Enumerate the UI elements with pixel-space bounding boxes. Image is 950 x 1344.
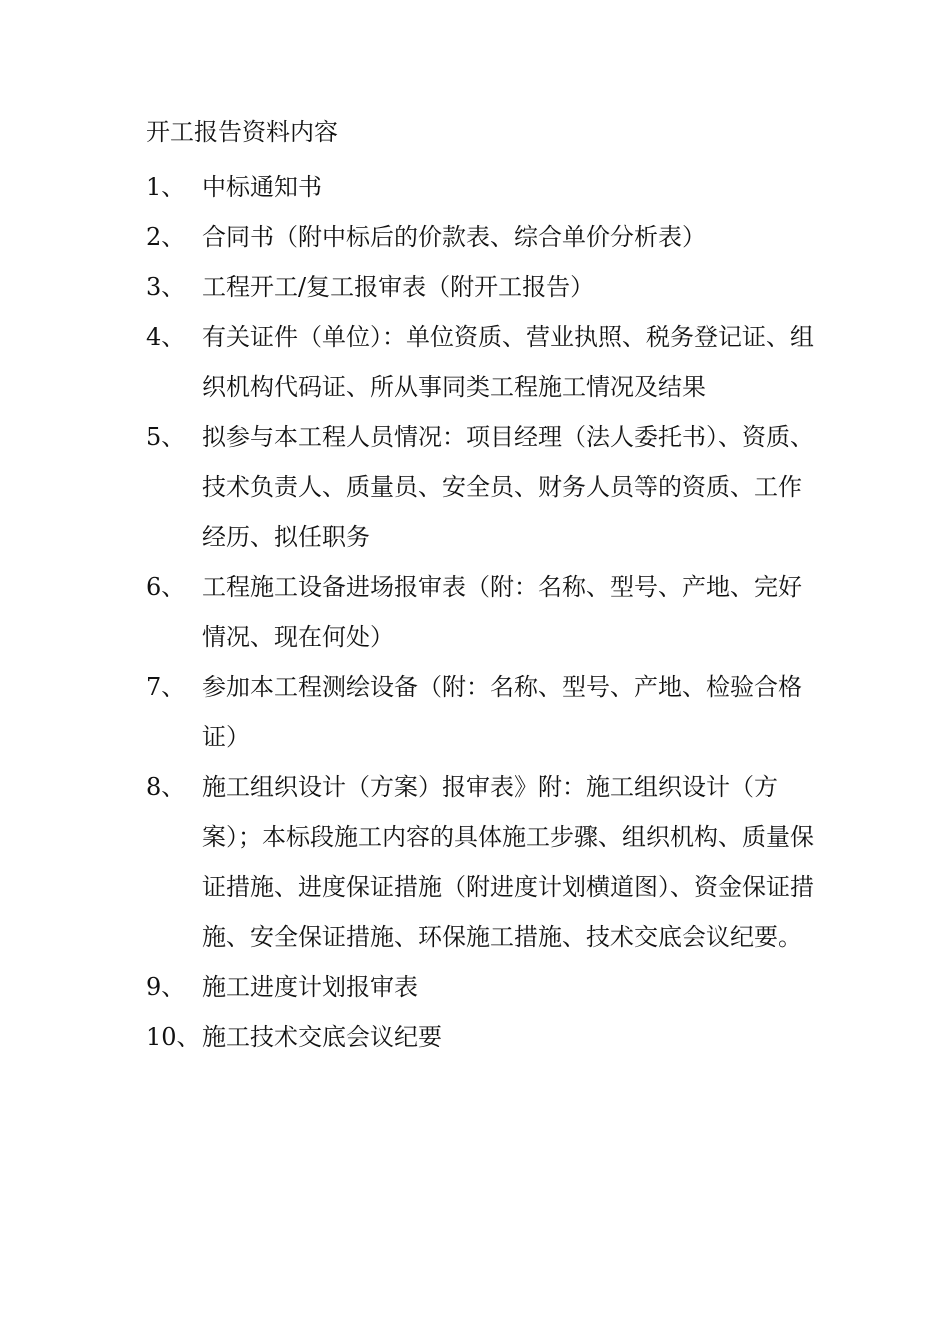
list-item-text: 合同书（附中标后的价款表、综合单价分析表）	[202, 223, 706, 251]
list-item-text: 施工进度计划报审表	[202, 973, 418, 1001]
list-item	[146, 212, 816, 262]
list-item-number: 10、	[146, 1023, 201, 1051]
list-item-number: 2、	[146, 223, 186, 251]
list-item-number: 9、	[146, 973, 186, 1001]
list-item-number: 8、	[146, 773, 186, 801]
list-item-number: 4、	[146, 323, 186, 351]
list-item	[146, 662, 816, 762]
list-item-text: 拟参与本工程人员情况：项目经理（法人委托书）、资质、技术负责人、质量员、安全员、财务人员等的资质、工作经历、拟任职务	[202, 423, 814, 551]
list-item-text: 中标通知书	[202, 173, 322, 201]
list-item	[146, 412, 816, 562]
list-item-number: 1、	[146, 173, 186, 201]
list-item	[146, 162, 816, 212]
list-item-number: 7、	[146, 673, 186, 701]
list-item	[146, 1012, 816, 1062]
content-list	[146, 162, 816, 1062]
list-item-text: 工程开工/复工报审表（附开工报告）	[202, 273, 595, 301]
list-item-text: 工程施工设备进场报审表（附：名称、型号、产地、完好情况、现在何处）	[202, 573, 802, 651]
list-item	[146, 762, 816, 962]
list-item-number: 3、	[146, 273, 186, 301]
list-item-text: 有关证件（单位）：单位资质、营业执照、税务登记证、组织机构代码证、所从事同类工程施工情况及结果	[202, 323, 814, 401]
list-item-text: 施工技术交底会议纪要	[202, 1023, 442, 1051]
list-item-text: 参加本工程测绘设备（附：名称、型号、产地、检验合格证）	[202, 673, 802, 751]
list-item-number: 5、	[146, 423, 186, 451]
list-item	[146, 312, 816, 412]
list-item-text: 施工组织设计（方案）报审表》附：施工组织设计（方案）；本标段施工内容的具体施工步骤、组织机构、质量保证措施、进度保证措施（附进度计划横道图）、资金保证措施、安全保证措施、环保施工措施、技术交底会议纪要。	[202, 773, 814, 951]
list-item-number: 6、	[146, 573, 186, 601]
list-item	[146, 262, 816, 312]
list-item	[146, 562, 816, 662]
document-title: 开工报告资料内容	[146, 118, 338, 146]
list-item	[146, 962, 816, 1012]
